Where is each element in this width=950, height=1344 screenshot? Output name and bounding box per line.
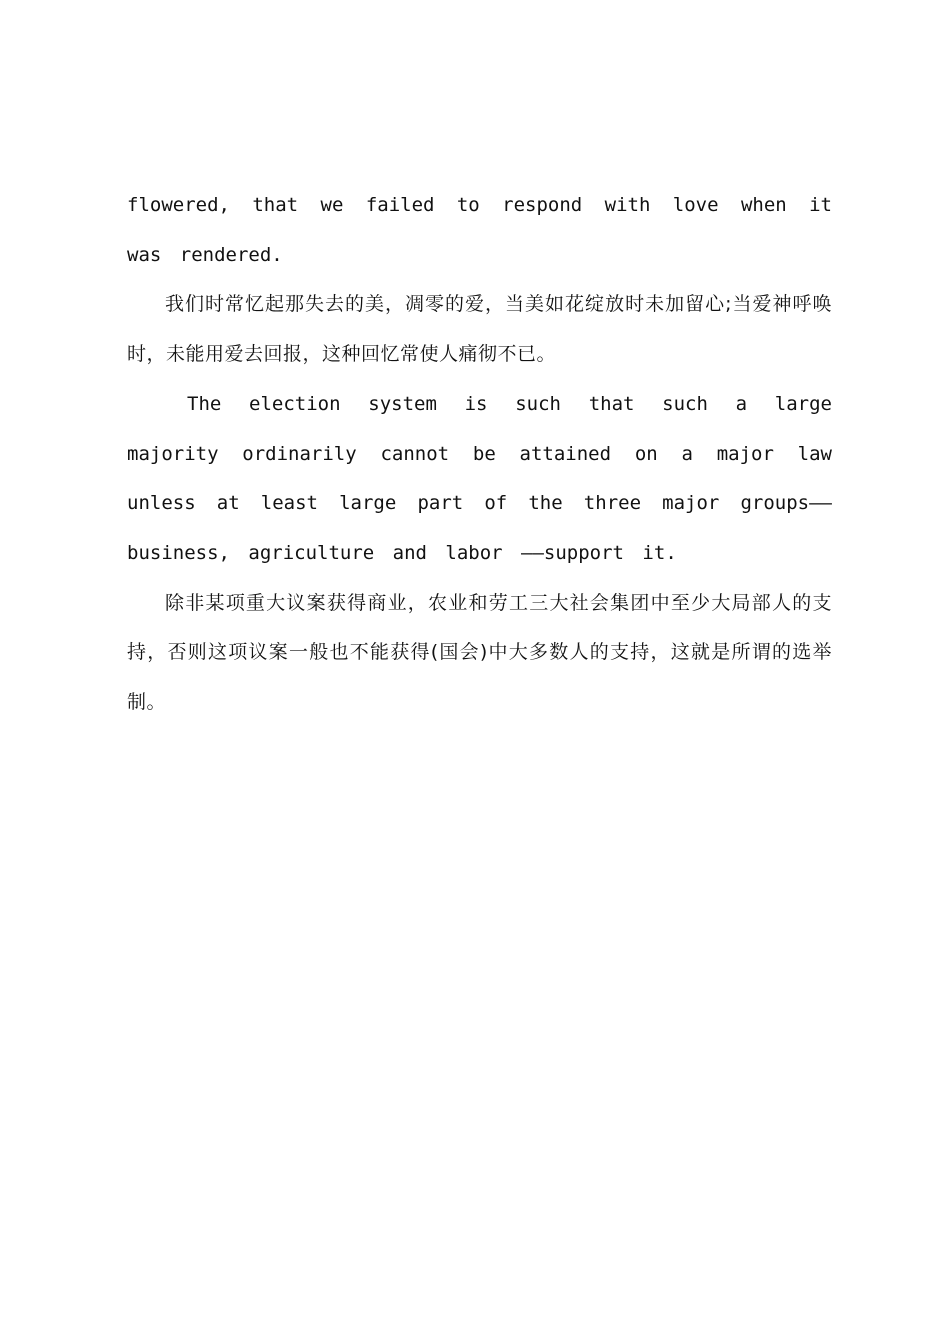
document-body	[127, 181, 832, 728]
paragraph-chinese-translation-1: 我们时常忆起那失去的美，凋零的爱，当美如花绽放时未加留心;当爱神呼唤时，未能用爱去回报，这种回忆常使人痛彻不已。	[127, 293, 832, 366]
paragraph-english-election: The election system is such that such a large majority ordinarily cannot be attained on a major law unless at least large part of the three major groups——business, agriculture and labor ——support it.	[127, 392, 832, 564]
paragraph-chinese-translation-2: 除非某项重大议案获得商业，农业和劳工三大社会集团中至少大局部人的支持，否则这项议案一般也不能获得(国会)中大多数人的支持，这就是所谓的选举制。	[127, 591, 832, 714]
paragraph-english-continuation: flowered, that we failed to respond with love when it was rendered.	[127, 194, 832, 266]
